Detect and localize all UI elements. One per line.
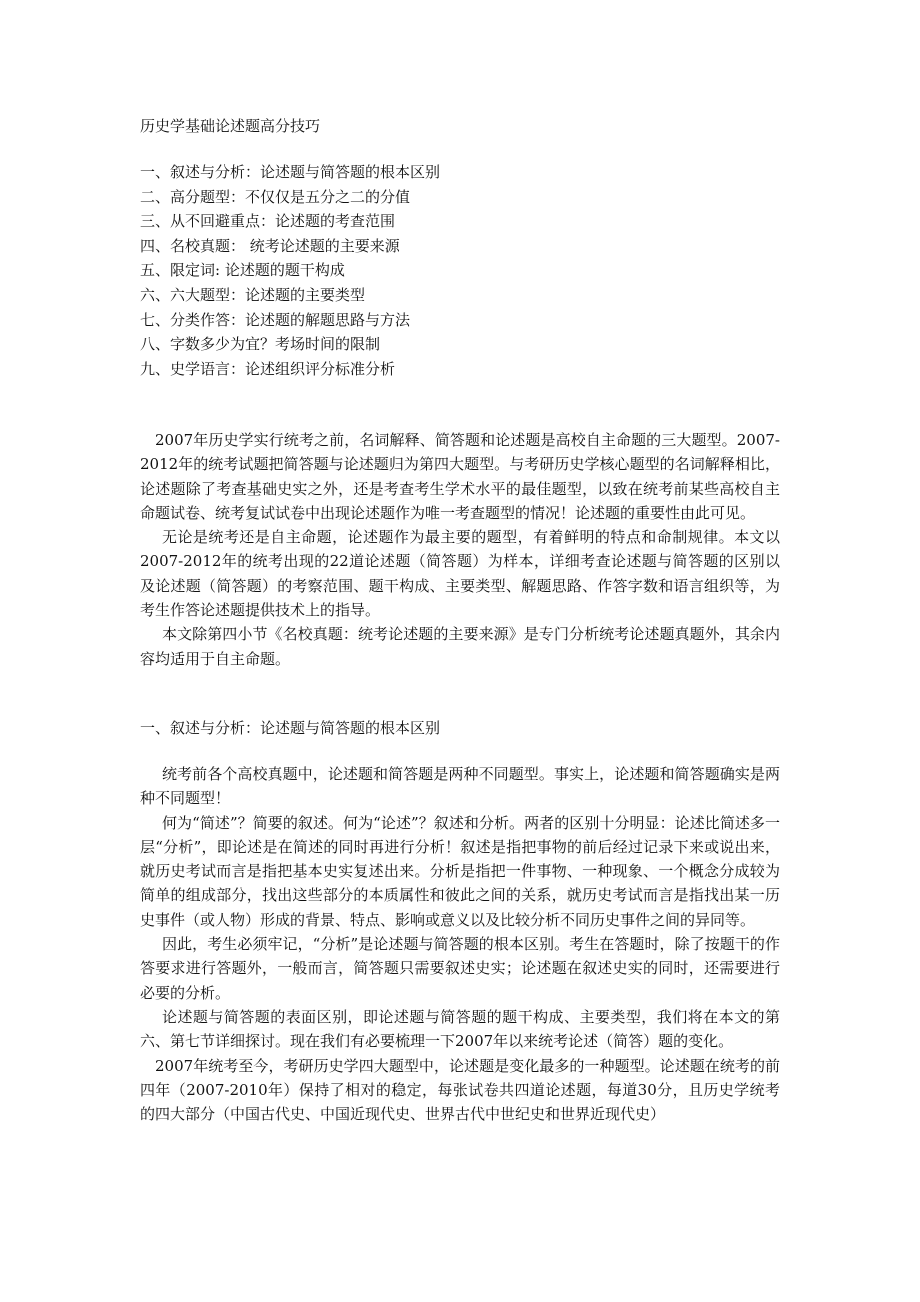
- toc-item-8: 八、字数多少为宜？考场时间的限制: [140, 335, 381, 354]
- section-1-body: [140, 762, 780, 1126]
- document-title: 历史学基础论述题高分技巧: [140, 117, 321, 135]
- section-1-paragraph-1: 统考前各个高校真题中，论述题和简答题是两种不同题型。事实上，论述题和简答题确实是两种不同题型！: [140, 765, 780, 808]
- table-of-contents: [140, 160, 440, 381]
- section-1-paragraph-5: 2007年统考至今，考研历史学四大题型中，论述题是变化最多的一种题型。论述题在统考的前四年（2007-2010年）保持了相对的稳定，每张试卷共四道论述题，每道30分，且历史学统考的四大部分（中国古代史、中国近现代史、世界古代中世纪史和世界近现代史）: [140, 1056, 780, 1124]
- toc-item-2: 二、高分题型：不仅仅是五分之二的分值: [140, 187, 411, 206]
- intro-paragraph-3: 本文除第四小节《名校真题：统考论述题的主要来源》是专门分析统考论述题真题外，其余内容均适用于自主命题。: [140, 625, 780, 668]
- intro-paragraph-1: 2007年历史学实行统考之前，名词解释、简答题和论述题是高校自主命题的三大题型。2007-2012年的统考试题把简答题与论述题归为第四大题型。与考研历史学核心题型的名词解释相比，论述题除了考查基础史实之外，还是考查考生学术水平的最佳题型，以致在统考前某些高校自主命题试卷、统考复试试卷中出现论述题作为唯一考查题型的情况！论述题的重要性由此可见。: [140, 431, 780, 522]
- toc-item-9: 九、史学语言：论述组织评分标准分析: [140, 359, 396, 378]
- toc-item-3: 三、从不回避重点：论述题的考查范围: [140, 212, 396, 231]
- toc-item-1: 一、叙述与分析：论述题与简答题的根本区别: [140, 163, 441, 181]
- intro-section: [140, 428, 780, 671]
- section-1-paragraph-3: 因此，考生必须牢记，“分析”是论述题与简答题的根本区别。考生在答题时，除了按题干的作答要求进行答题外，一般而言，简答题只需要叙述史实；论述题在叙述史实的同时，还需要进行必要的分析。: [140, 935, 780, 1002]
- toc-item-7: 七、分类作答：论述题的解题思路与方法: [140, 310, 411, 329]
- toc-item-5: 五、限定词: 论述题的题干构成: [140, 261, 345, 280]
- intro-paragraph-2: 无论是统考还是自主命题，论述题作为最主要的题型，有着鲜明的特点和命制规律。本文以2007-2012年的统考出现的22道论述题（简答题）为样本，详细考查论述题与简答题的区别以及论述题（简答题）的考察范围、题干构成、主要类型、解题思路、作答字数和语言组织等，为考生作答论述题提供技术上的指导。: [140, 528, 780, 620]
- toc-item-4: 四、名校真题： 统考论述题的主要来源: [140, 236, 400, 255]
- section-1-paragraph-4: 论述题与简答题的表面区别，即论述题与简答题的题干构成、主要类型，我们将在本文的第六、第七节详细探讨。现在我们有必要梳理一下2007年以来统考论述（简答）题的变化。: [140, 1007, 780, 1051]
- section-1-paragraph-2: 何为“简述”？简要的叙述。何为“论述”？叙述和分析。两者的区别十分明显：论述比简述多一层“分析”，即论述是在简述的同时再进行分析！叙述是指把事物的前后经过记录下来或说出来，就历史考试而言是指把基本史实复述出来。分析是指把一件事物、一种现象、一个概念分成较为简单的组成部分，找出这些部分的本质属性和彼此之间的关系，就历史考试而言是指找出某一历史事件（或人物）形成的背景、特点、影响或意义以及比较分析不同历史事件之间的异同等。: [140, 813, 780, 929]
- section-1-heading: 一、叙述与分析：论述题与简答题的根本区别: [140, 719, 441, 737]
- toc-item-6: 六、六大题型：论述题的主要类型: [140, 285, 366, 304]
